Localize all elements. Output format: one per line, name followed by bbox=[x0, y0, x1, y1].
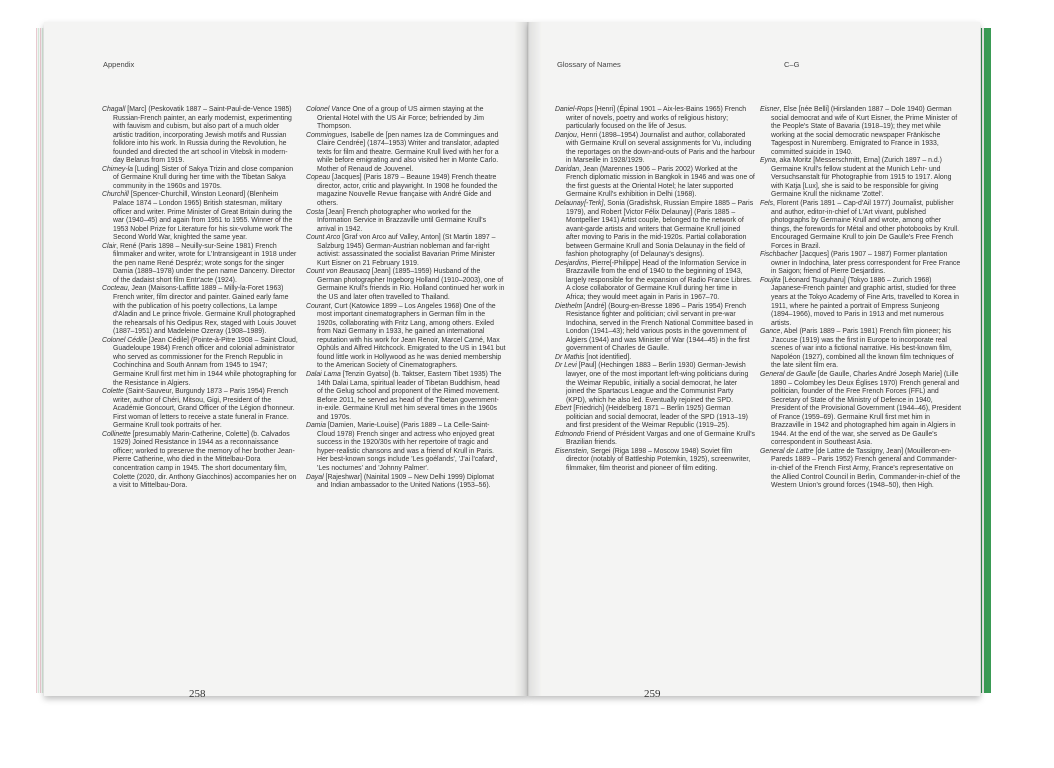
entry-name: Colonel Cédile bbox=[102, 336, 147, 344]
entry-text: [Jean] French photographer who worked for the Information Service in Brazzaville until Germaine Krull's arrival in 1942. bbox=[317, 208, 487, 233]
glossary-entry bbox=[760, 371, 962, 448]
glossary-entry bbox=[760, 448, 962, 491]
entry-text: [Léonard Tsuguharu] (Tokyo 1886 – Zurich 1968) Japanese-French painter and graphic artist, studied for three years at the Tokyo Academy of Fine Arts, travelled to Korea in 1911, where he painted a portrait of Empress Sunjeong (1894–1966), moved to Paris in 1913 and met numerous artists. bbox=[771, 276, 959, 327]
entry-name: Collinette bbox=[102, 430, 131, 438]
entry-text: [Spencer-Churchill, Winston Leonard] (Blenheim Palace 1874 – London 1965) British statesman, military officer and writer. Prime Minister of Great Britain during the war (1940–45) and again from 1951 to 1955. Winner of the 1953 Nobel Prize for Literature for his six-volume work The Second World War, knighted the same year. bbox=[113, 191, 293, 242]
entry-name: Count Arco bbox=[306, 234, 341, 242]
entry-text: [André] (Bourg-en-Bresse 1896 – Paris 1954) French Resistance fighter and politician; civil servant in pre-war Indochina, served in the French National Committee based in London (1941–43); held various posts in the government of Algiers (1944) and was Minister of War (1944–45) in the first government of Charles de Gaulle. bbox=[566, 302, 753, 353]
glossary-entry bbox=[306, 234, 506, 268]
glossary-entry bbox=[306, 422, 506, 473]
entry-text: [Friedrich] (Heidelberg 1871 – Berlin 1925) German politician and social democrat, leader of the SPD (1913–19) and first president of the Weimar Republic (1919–25). bbox=[566, 405, 748, 430]
entry-text: , Jean (Maisons-Laffitte 1889 – Milly-la-Foret 1963) French writer, film director and painter. Gained early fame with the publication of his poetry collections, La lampe d'Aladin and Le prince frivole. Germaine Krull photographed the rehearsals of his Oedipus Rex, staged with Louis Jouvet (1887–1951) and Madeleine Ozeray (1908–1989). bbox=[113, 285, 297, 336]
glossary-entry bbox=[306, 268, 506, 302]
entry-name: Diethelm bbox=[555, 302, 583, 310]
entry-name: Desjardins bbox=[555, 259, 588, 267]
glossary-entry bbox=[555, 448, 755, 474]
glossary-entry bbox=[306, 174, 506, 208]
entry-name: Dayal bbox=[306, 473, 324, 481]
section-range: C–G bbox=[784, 60, 800, 69]
entry-text: , Isabelle de [pen names Iza de Commingues and Claire Cendrée] (1874–1953) Writer and translator, adapted texts for film and theatre. Germaine Krull lived with her for a while before emigrating and also visited her in Monte Carlo. Mother of Renaud de Jouvenel. bbox=[317, 131, 499, 173]
entry-text: , Jean (Marennes 1906 – Paris 2002) Worked at the French diplomatic mission in Bangkok in 1946 and was one of the first guests at the Oriental Hotel; he later supported Germaine Krull's exhibition in Delhi (1968). bbox=[566, 165, 755, 199]
glossary-entry bbox=[555, 200, 755, 260]
entry-name: Dr Levi bbox=[555, 362, 577, 370]
entry-name: Churchill bbox=[102, 191, 129, 199]
entry-text: [presumably Marin-Catherine, Colette] (b. Calvados 1929) Joined Resistance in 1944 as a reconnaissance officer; worked to preserve the memory of her brother Jean-Pierre Catherine, who died in the Mittelbau-Dora concentration camp in 1945. The short documentary film, Colette (2020, dir. Anthony Giacchinos) accompanies her on a visit to Mittelbau-Dora. bbox=[113, 430, 297, 490]
entry-name: Copeau bbox=[306, 174, 331, 182]
entry-name: Chagall bbox=[102, 106, 126, 113]
entry-text: [Jacques] (Paris 1907 – 1987) Former plantation owner in Indochina, later press correspondent for Free France in Saigon; friend of Pierre Desjardins. bbox=[771, 251, 961, 276]
entry-name: Cocteau bbox=[102, 285, 128, 293]
entry-name: Clair bbox=[102, 242, 117, 250]
entry-name: Fischbacher bbox=[760, 251, 798, 259]
entry-text: [Paul] (Hechingen 1883 – Berlin 1930) German-Jewish lawyer, one of the most important left-wing politicians during the Weimar Republic, initially a social democrat, he later joined the Spartacus League and the Communist Party (KPD), which he also led. Eventually rejoined the SPD. bbox=[566, 362, 749, 404]
entry-name: Chimey-la bbox=[102, 165, 134, 173]
glossary-entry bbox=[555, 362, 755, 405]
glossary-entry bbox=[760, 251, 962, 277]
glossary-entry bbox=[102, 243, 298, 286]
entry-name: Eisenstein bbox=[555, 447, 587, 455]
entry-text: , Henri (1898–1954) Journalist and author, collaborated with Germaine Krull on several assignments for Vu, including the reportages on the down-and-outs of Paris and the harbour in Marseille in 1928/1929. bbox=[566, 131, 755, 165]
entry-text: [Rajeshwar] (Nainital 1909 – New Delhi 1999) Diplomat and Indian ambassador to the United Nations (1953–56). bbox=[317, 473, 495, 490]
entry-name: Colette bbox=[102, 388, 124, 396]
entry-name: General de Lattre bbox=[760, 447, 814, 455]
glossary-column-2 bbox=[306, 106, 506, 491]
entry-text: , Else [née Belli] (Hirslanden 1887 – Dole 1940) German social democrat and wife of Kurt Eisner, the Prime Minister of the People's State of Bavaria (1918–19); they met while working at the social democratic newspaper Fränkische Tagespost in Nuremberg. Emigrated to France in 1933, committed suicide in 1940. bbox=[771, 106, 958, 156]
running-head-right: Glossary of Names bbox=[557, 60, 621, 69]
glossary-column-1 bbox=[102, 106, 298, 491]
glossary-column-3 bbox=[555, 106, 755, 474]
entry-name: Count von Beausacq bbox=[306, 268, 370, 276]
entry-text: Friend of Président Vargas and one of Germaine Krull's Brazilian friends. bbox=[566, 430, 755, 447]
glossary-entry bbox=[102, 431, 298, 491]
glossary-entry bbox=[555, 132, 755, 166]
entry-text: [Jean Cédile] (Pointe-à-Pitre 1908 – Saint Cloud, Guadeloupe 1984) French officer and colonial administrator who served as commissioner for the French Republic in Cochinchina and South Annam from 1945 to 1947; Germaine Krull first met him in 1944 while photographing for the Resistance in Algiers. bbox=[113, 336, 298, 387]
glossary-column-4 bbox=[760, 106, 962, 491]
entry-text: , Abel (Paris 1889 – Paris 1981) French film pioneer; his J'accuse (1919) was the first in Europe to incorporate real scenes of war into a fictional narrative. His best-known film, Napoléon (1927), combined all the known film techniques of the late silent film era. bbox=[771, 328, 954, 370]
glossary-entry bbox=[760, 277, 962, 328]
glossary-entry bbox=[760, 157, 962, 200]
entry-text: [Marc] (Peskovatik 1887 – Saint-Paul-de-Vence 1985) Russian-French painter, an early modernist, experimenting with fauvism and cubism, but also part of a much older artistic tradition, incorporating Jewish motifs and Russian folklore into his work. In Russia during the Revolution, he founded and directed the art school in Vitebsk in modern-day Belarus from 1919. bbox=[113, 106, 292, 165]
entry-name: Fels bbox=[760, 200, 774, 208]
entry-name: Dr Mathis bbox=[555, 353, 585, 361]
entry-text: , René (Paris 1898 – Neuilly-sur-Seine 1981) French filmmaker and writer, wrote for L'Intransigeant in 1918 under the pen name René Despréz; wrote songs for the singer Damia (1889–1978) under the pen name Dancerry. Director of the dadaist short film Entr'acte (1924). bbox=[113, 242, 297, 284]
entry-name: Daniel-Rops bbox=[555, 106, 593, 113]
entry-text: , Florent (Paris 1891 – Cap-d'Ail 1977) Journalist, publisher and author, editor-in-chief of L'Art vivant, published photographs by Germaine Krull and wrote, among other things, the forewords for Métal and other photobooks by Krull. Encouraged Germaine Krull to join De Gaulle's Free French Forces in Brazil. bbox=[771, 200, 960, 250]
entry-text: [de Lattre de Tassigny, Jean] (Mouilleron-en-Pareds 1889 – Paris 1952) French general and Commander-in-chief of the French First Army, France's representative on the Allied Control Council in Berlin, Commander-in-chief of the Western Union's ground forces (1948–50), then High. bbox=[771, 447, 961, 490]
glossary-entry bbox=[102, 191, 298, 242]
glossary-entry bbox=[555, 166, 755, 200]
entry-name: Damia bbox=[306, 422, 326, 430]
glossary-entry bbox=[102, 285, 298, 336]
entry-name: Danjou bbox=[555, 131, 577, 139]
entry-name: Eisner bbox=[760, 106, 780, 113]
entry-text: [Damien, Marie-Louise] (Paris 1889 – La Celle-Saint-Cloud 1978) French singer and actress who enjoyed great success in the 1920/30s with her repertoire of tragic and hyper-realistic chansons and was a friend of Krull in Paris. Her best-known songs include 'Les goélands', 'J'ai l'cafard', 'Les nocturnes' and 'Johnny Palmer'. bbox=[317, 422, 498, 472]
entry-text: [de Gaulle, Charles André Joseph Marie] (Lille 1890 – Colombey les Deux Églises 1970) French general and politician, founder of the Free French Forces (FFL) and Secretary of State of the Ministry of Defence in 1940, President of the Provisional Government (1944–46), President of France (1959–69). Germaine Krull first met him in Brazzaville in 1942 and photographed him again in Algiers in 1944. At the end of the war, she served as De Gaulle's correspondent in Southeast Asia. bbox=[771, 370, 961, 447]
entry-text: , Sergei (Riga 1898 – Moscow 1948) Soviet film director (notably of Battleship Potemkin, 1925), screenwriter, filmmaker, film theorist and pioneer of film editing. bbox=[566, 447, 751, 472]
glossary-entry bbox=[555, 354, 755, 363]
glossary-entry bbox=[555, 405, 755, 431]
entry-text: [Jean] (1895–1959) Husband of the German photographer Ingeborg Holland (1910–2003), one of Germaine Krull's friends in Rio. Holland continued her work in the US and later often travelled to Thailand. bbox=[317, 268, 505, 302]
running-head-left: Appendix bbox=[103, 60, 135, 69]
entry-text: , Sonia (Gradishsk, Russian Empire 1885 – Paris 1979), and Robert [Victor Félix Delaunay] (Paris 1885 – Montpellier 1941) Artist couple, belonged to the network of avant-garde artists and writers that Germaine Krull joined after moving to Paris in the mid-1920s. Partial collaboration between Germaine Krull and Sonia Delaunay in the field of fashion photography (of Delaunay's designs). bbox=[566, 200, 754, 259]
entry-name: Ebert bbox=[555, 405, 572, 413]
entry-name: Dalai Lama bbox=[306, 370, 341, 378]
glossary-entry bbox=[306, 371, 506, 422]
entry-name: General de Gaulle bbox=[760, 370, 816, 378]
entry-name: Courant bbox=[306, 302, 331, 310]
page-number-right: 259 bbox=[644, 688, 661, 700]
glossary-entry bbox=[760, 106, 962, 157]
glossary-entry bbox=[306, 106, 506, 132]
entry-name: Commingues bbox=[306, 131, 347, 139]
glossary-entry bbox=[555, 431, 755, 448]
book-gutter bbox=[514, 22, 542, 696]
glossary-entry bbox=[102, 388, 298, 431]
glossary-entry bbox=[555, 260, 755, 303]
entry-name: Daridan bbox=[555, 165, 580, 173]
glossary-entry bbox=[306, 303, 506, 371]
entry-name: Costa bbox=[306, 208, 325, 216]
glossary-entry bbox=[760, 200, 962, 251]
entry-text: (Saint-Sauveur, Burgundy 1873 – Paris 1954) French writer, author of Chéri, Mitsou, Gigi, President of the Académie Goncourt, Grand Officer of the Légion d'honneur. First woman of letters to receive a state funeral in France. Germaine Krull took portraits of her. bbox=[113, 388, 295, 430]
glossary-entry bbox=[555, 106, 755, 132]
entry-name: Delaunay[-Terk] bbox=[555, 200, 604, 208]
entry-text: , aka Moritz [Messerschmitt, Erna] (Zurich 1897 – n.d.) Germaine Krull's fellow student at the Munich Lehr- und Versuchsanstalt für Photographie from 1915 to 1917. Along with Katja [Lux], she is said to be responsible for giving Germaine Krull the nickname 'Zottel'. bbox=[771, 157, 952, 199]
glossary-entry bbox=[555, 303, 755, 354]
entry-text: [Jacques] (Paris 1879 – Beaune 1949) French theatre director, actor, critic and playwright. In 1908 he founded the magazine Nouvelle Revue française with André Gide and others. bbox=[317, 174, 498, 208]
entry-name: Colonel Vance bbox=[306, 106, 351, 113]
entry-text: One of a group of US airmen staying at the Oriental Hotel with the US Air Force; befriended by Jim Thompson. bbox=[317, 106, 484, 131]
left-page bbox=[44, 22, 528, 700]
glossary-entry bbox=[102, 106, 298, 166]
entry-name: Gance bbox=[760, 328, 781, 336]
glossary-entry bbox=[760, 328, 962, 371]
page-number-left: 258 bbox=[189, 688, 206, 700]
glossary-entry bbox=[306, 209, 506, 235]
glossary-entry bbox=[102, 337, 298, 388]
glossary-entry bbox=[306, 474, 506, 491]
entry-text: [Tenzin Gyatso] (b. Taktser, Eastern Tibet 1935) The 14th Dalai Lama, spiritual leader of Tibetan Buddhism, head of the Gelug school and proponent of the Rimed movement. Before 2011, he served as head of the Tibetan government-in-exile. Germaine Krull met him several times in the 1960s and 1970s. bbox=[317, 370, 502, 421]
entry-text: [Henri] (Épinal 1901 – Aix-les-Bains 1965) French writer of novels, poetry and works of religious history; particularly focused on the life of Jesus. bbox=[566, 106, 747, 131]
entry-text: [Luding] Sister of Sakya Trizin and close companion of Germaine Krull during her time with the Tibetan Sakya community in the 1960s and 1970s. bbox=[113, 165, 294, 190]
entry-text: [not identified]. bbox=[584, 353, 632, 361]
entry-name: Foujita bbox=[760, 276, 781, 284]
glossary-entry bbox=[306, 132, 506, 175]
entry-name: Edmondo bbox=[555, 430, 585, 438]
glossary-entry bbox=[102, 166, 298, 192]
entry-text: , Curt (Katowice 1899 – Los Angeles 1968) One of the most important cinematographers in German film in the 1920s, collaborating with Fritz Lang, among others. Exiled from Nazi Germany in 1933, he gained an international reputation with his work for Jean Renoir, Marcel Carné, Max Ophüls and Alfred Hitchcock. Emigrated to the US in 1941 but found little work in Hollywood as he was denied membership to the American Society of Cinematographers. bbox=[317, 302, 506, 370]
entry-name: Eyna bbox=[760, 157, 776, 165]
entry-text: , Pierre[-Philippe] Head of the Information Service in Brazzaville from the end of 1940 to the beginning of 1943, largely responsible for the expansion of Radio France Libres. A close collaborator of Germaine Krull during her time in Africa; they would meet again in Paris in 1967–70. bbox=[566, 259, 752, 302]
right-page bbox=[528, 22, 980, 700]
entry-text: [Graf von Arco auf Valley, Anton] (St Martin 1897 – Salzburg 1945) German-Austrian nobleman and far-right activist: assassinated the socialist Bavarian Prime Minister Kurt Eisner on 21 February 1919. bbox=[317, 234, 496, 267]
